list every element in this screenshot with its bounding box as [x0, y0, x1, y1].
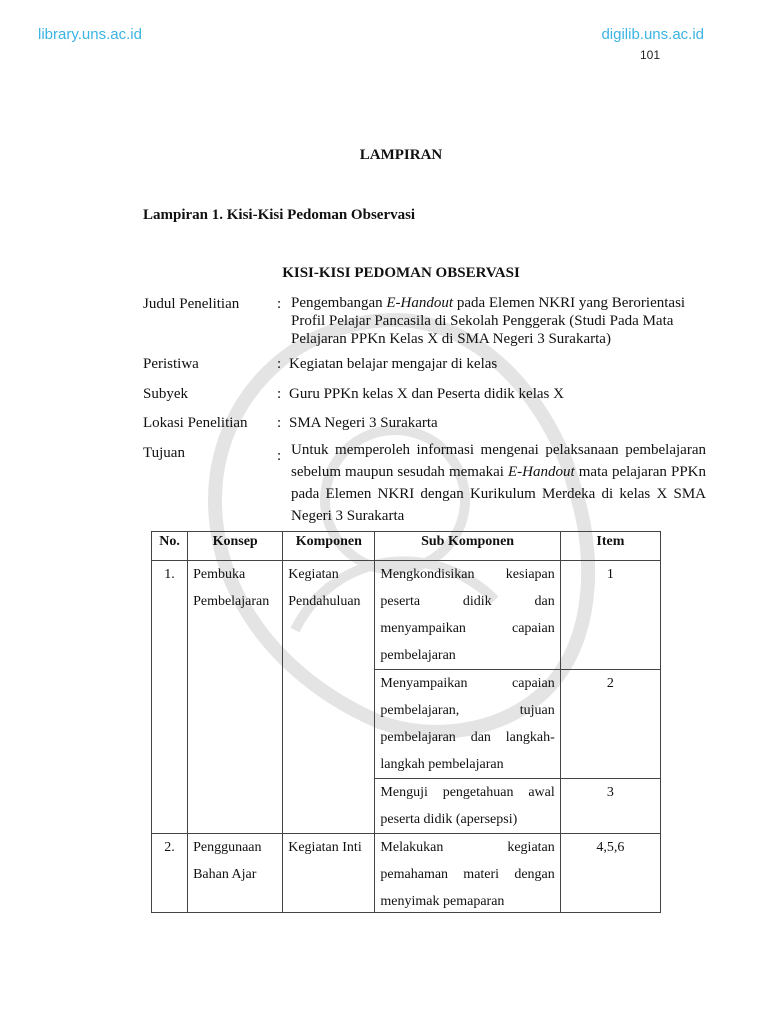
page-number: 101 — [640, 48, 661, 62]
cell-item: 1 — [560, 561, 660, 670]
subyek-label: Subyek — [143, 386, 188, 402]
header-konsep: Konsep — [188, 532, 283, 561]
table-row — [152, 834, 661, 913]
cell-sub-komponen: Mengkondisikan kesiapan peserta didik dan menyampaikan capaian pembelajaran — [375, 561, 560, 670]
appendix-heading: Lampiran 1. Kisi-Kisi Pedoman Observasi — [143, 207, 416, 223]
colon: : — [277, 386, 282, 402]
document-title: KISI-KISI PEDOMAN OBSERVASI — [282, 265, 520, 281]
cell-sub-komponen: Menguji pengetahuan awal peserta didik (apersepsi) — [375, 779, 560, 834]
header-no: No. — [152, 532, 188, 561]
tujuan-label: Tujuan — [143, 445, 185, 461]
cell-konsep: Penggunaan Bahan Ajar — [188, 834, 283, 913]
library-link[interactable]: library.uns.ac.id — [38, 26, 142, 43]
header-item: Item — [560, 532, 660, 561]
page-title: LAMPIRAN — [359, 147, 443, 163]
cell-komponen: Kegiatan Inti — [283, 834, 375, 913]
peristiwa-value: Kegiatan belajar mengajar di kelas — [289, 356, 498, 372]
digilib-link[interactable]: digilib.uns.ac.id — [601, 26, 704, 43]
cell-sub-komponen: Melakukan kegiatan pemahaman materi dengan menyimak pemaparan — [375, 834, 560, 913]
cell-no: 2. — [152, 834, 188, 913]
judul-value: Pengembangan E-Handout pada Elemen NKRI yang Berorientasi Profil Pelajar Pancasila di Sekolah Penggerak (Studi Pada Mata Pelajaran PPKn Kelas X di SMA Negeri 3 Surakarta) — [291, 295, 686, 347]
cell-item: 3 — [560, 779, 660, 834]
observation-grid-table — [151, 531, 661, 913]
header-komponen: Komponen — [283, 532, 375, 561]
colon: : — [277, 448, 282, 464]
colon: : — [277, 356, 282, 372]
header-sub-komponen: Sub Komponen — [375, 532, 560, 561]
lokasi-label: Lokasi Penelitian — [143, 415, 248, 431]
colon: : — [277, 415, 282, 431]
colon: : — [277, 296, 282, 312]
cell-item: 4,5,6 — [560, 834, 660, 913]
cell-item: 2 — [560, 670, 660, 779]
lokasi-value: SMA Negeri 3 Surakarta — [289, 415, 438, 431]
tujuan-value: Untuk memperoleh informasi mengenai pelaksanaan pembelajaran sebelum maupun sesudah memakai E-Handout mata pelajaran PPKn pada Elemen NKRI dengan Kurikulum Merdeka di kelas X SMA Negeri 3 Surakarta — [291, 442, 706, 524]
cell-konsep: Pembuka Pembelajaran — [188, 561, 283, 834]
cell-no: 1. — [152, 561, 188, 834]
peristiwa-label: Peristiwa — [143, 356, 199, 372]
cell-komponen: Kegiatan Pendahuluan — [283, 561, 375, 834]
cell-sub-komponen: Menyampaikan capaian pembelajaran, tujuan pembelajaran dan langkah-langkah pembelajaran — [375, 670, 560, 779]
judul-label: Judul Penelitian — [143, 296, 240, 312]
table-header-row — [152, 532, 661, 561]
subyek-value: Guru PPKn kelas X dan Peserta didik kelas X — [289, 386, 564, 402]
table-row — [152, 561, 661, 670]
